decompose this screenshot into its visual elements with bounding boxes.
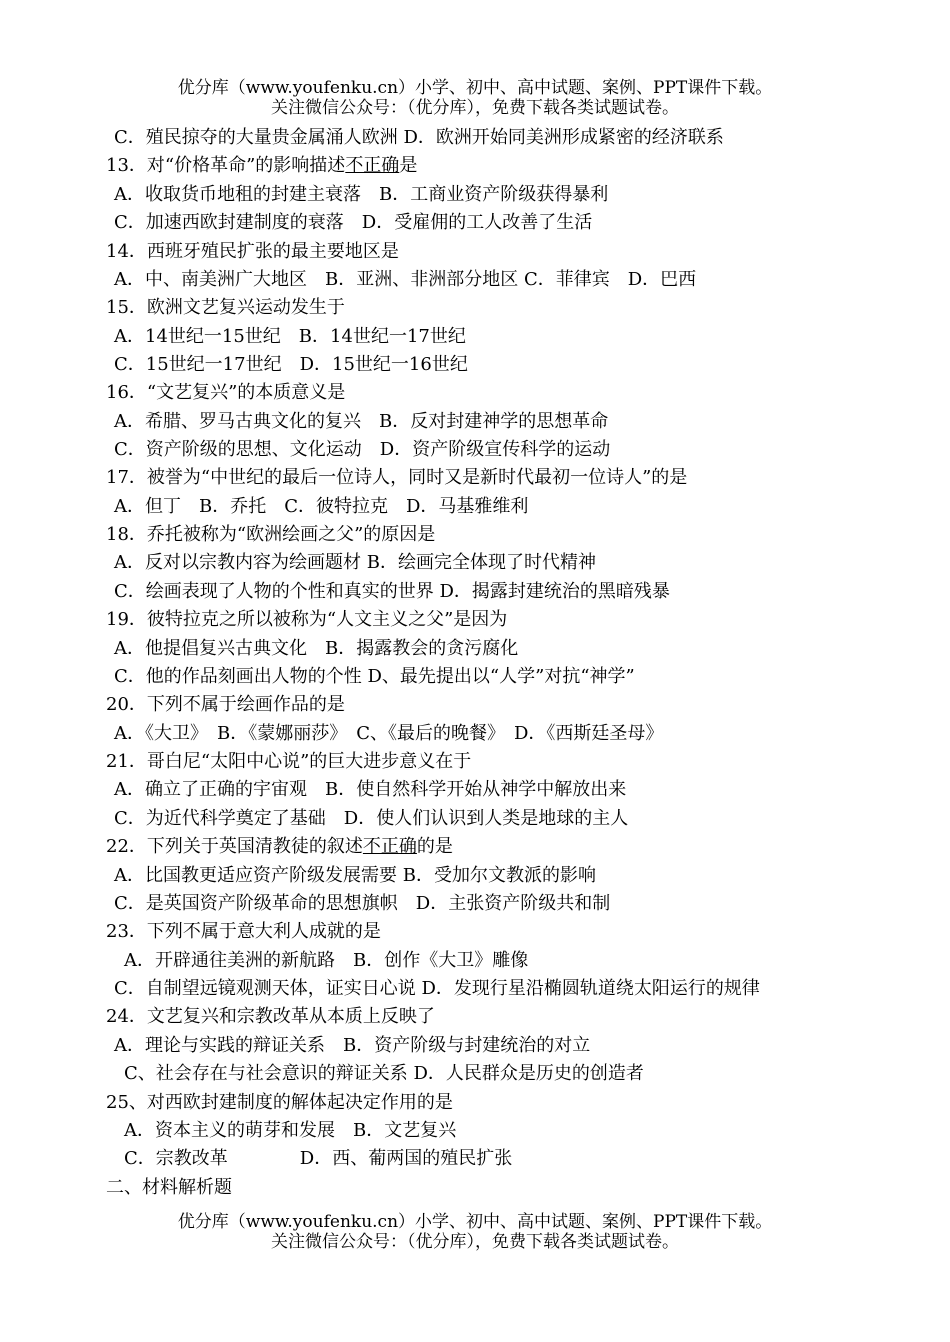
q15-stem: 15．欧洲文艺复兴运动发生于: [106, 297, 345, 318]
q18-stem: 18．乔托被称为“欧洲绘画之父”的原因是: [106, 524, 436, 545]
q23-stem: 23．下列不属于意大利人成就的是: [106, 921, 381, 942]
q16-option-cd: C．资产阶级的思想、文化运动 D．资产阶级宣传科学的运动: [114, 439, 611, 460]
q19-stem: 19．彼特拉克之所以被称为“人文主义之父”是因为: [106, 609, 508, 630]
q13-option-cd: C．加速西欧封建制度的衰落 D．受雇佣的工人改善了生活: [114, 212, 593, 233]
q24-option-ab: A．理论与实践的辩证关系 B．资产阶级与封建统治的对立: [114, 1035, 591, 1056]
q21-stem: 21．哥白尼“太阳中心说”的巨大进步意义在于: [106, 751, 472, 772]
q22-stem: 22．下列关于英国清教徒的叙述不正确的是: [106, 836, 453, 857]
q25-stem: 25、对西欧封建制度的解体起决定作用的是: [106, 1092, 453, 1113]
q15-option-cd: C．15世纪一17世纪 D．15世纪一16世纪: [114, 354, 468, 375]
q20-options: A．《大卫》 B．《蒙娜丽莎》 C、《最后的晚餐》 D．《西斯廷圣母》: [114, 723, 664, 744]
q18-option-cd: C．绘画表现了人物的个性和真实的世界 D．揭露封建统治的黑暗残暴: [114, 581, 670, 602]
q23-option-cd: C．自制望远镜观测天体，证实日心说 D．发现行星沿椭圆轨道绕太阳运行的规律: [114, 978, 760, 999]
q15-option-ab: A．14世纪一15世纪 B．14世纪一17世纪: [114, 326, 466, 347]
q21-option-cd: C．为近代科学奠定了基础 D．使人们认识到人类是地球的主人: [114, 808, 629, 829]
q13-underline: 不正确: [345, 155, 400, 176]
q24-stem: 24．文艺复兴和宗教改革从本质上反映了: [106, 1006, 435, 1027]
page-footer-line1: 优分库（www.youfenku.cn）小学、初中、高中试题、案例、PPT课件下载。: [177, 1212, 773, 1232]
q22-underline: 不正确: [362, 836, 417, 857]
q17-options: A．但丁 B．乔托 C．彼特拉克 D．马基雅维利: [114, 496, 529, 517]
q25-option-ab: A．资本主义的萌芽和发展 B．文艺复兴: [124, 1120, 457, 1141]
q19-option-ab: A．他提倡复兴古典文化 B．揭露教会的贪污腐化: [114, 638, 519, 659]
q14-stem: 14．西班牙殖民扩张的最主要地区是: [106, 241, 399, 262]
q23-option-ab: A．开辟通往美洲的新航路 B．创作《大卫》雕像: [124, 950, 529, 971]
q16-stem: 16．“文艺复兴”的本质意义是: [106, 382, 346, 403]
q22-option-ab: A．比国教更适应资产阶级发展需要 B．受加尔文教派的影响: [114, 865, 596, 886]
q25-option-cd: C．宗教改革 D．西、葡两国的殖民扩张: [124, 1148, 513, 1169]
q16-option-ab: A．希腊、罗马古典文化的复兴 B．反对封建神学的思想革命: [114, 411, 609, 432]
q18-option-ab: A．反对以宗教内容为绘画题材 B．绘画完全体现了时代精神: [114, 552, 596, 573]
q14-options: A．中、南美洲广大地区 B．亚洲、非洲部分地区 C．菲律宾 D．巴西: [114, 269, 697, 290]
q17-stem: 17．被誉为“中世纪的最后一位诗人，同时又是新时代最初一位诗人”的是: [106, 467, 688, 488]
q19-option-cd: C．他的作品刻画出人物的个性 D、最先提出以“人学”对抗“神学”: [114, 666, 635, 687]
q21-option-ab: A．确立了正确的宇宙观 B．使自然科学开始从神学中解放出来: [114, 779, 627, 800]
page-header-line1: 优分库（www.youfenku.cn）小学、初中、高中试题、案例、PPT课件下载。: [177, 78, 773, 98]
q20-stem: 20．下列不属于绘画作品的是: [106, 694, 345, 715]
section-2-heading: 二、材料解析题: [106, 1177, 232, 1198]
q13-stem: 13．对“价格革命”的影响描述不正确是: [106, 155, 418, 176]
q22-option-cd: C．是英国资产阶级革命的思想旗帜 D．主张资产阶级共和制: [114, 893, 611, 914]
page-footer-line2: 关注微信公众号：（优分库），免费下载各类试题试卷。: [271, 1232, 679, 1252]
q13-option-ab: A．收取货币地租的封建主衰落 B．工商业资产阶级获得暴利: [114, 184, 609, 205]
q24-option-cd: C、社会存在与社会意识的辩证关系 D．人民群众是历史的创造者: [124, 1063, 644, 1084]
q12-option-cd: C．殖民掠夺的大量贵金属涌人欧洲 D．欧洲开始同美洲形成紧密的经济联系: [114, 127, 724, 148]
page-header-line2: 关注微信公众号：（优分库），免费下载各类试题试卷。: [271, 98, 679, 118]
